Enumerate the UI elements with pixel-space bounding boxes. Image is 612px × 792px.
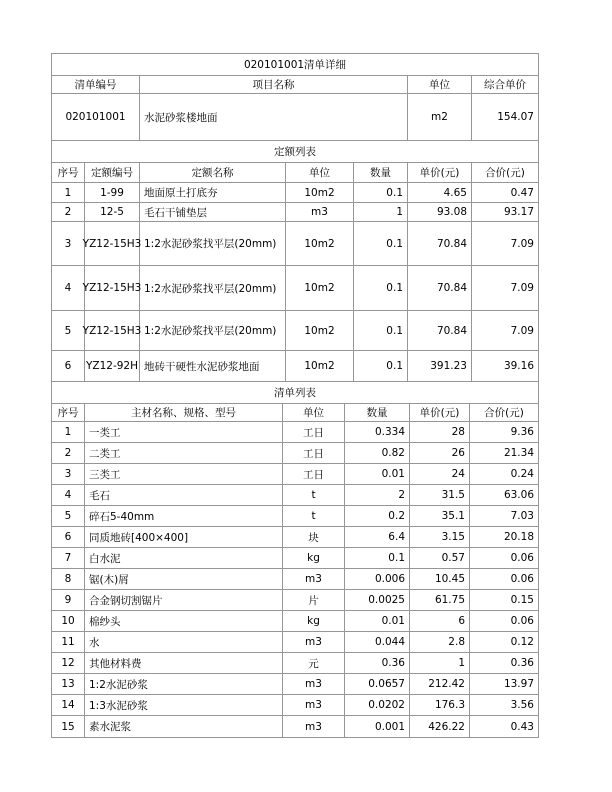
header-quota-unit: 单位	[286, 163, 354, 182]
cell-mat-serial: 2	[52, 443, 85, 463]
cell-mat-name: 素水泥浆	[85, 716, 283, 737]
cell-quota-unit: 10m2	[286, 351, 354, 381]
material-section-title: 清单列表	[274, 387, 316, 399]
cell-mat-price: 3.15	[410, 527, 470, 547]
cell-mat-serial: 1	[52, 422, 85, 442]
material-table-row	[52, 464, 538, 485]
cell-mat-name: 白水泥	[85, 548, 283, 568]
cell-mat-name: 毛石	[85, 485, 283, 505]
cell-quota-code	[85, 183, 140, 202]
cell-quota-price: 391.23	[408, 351, 472, 381]
cell-mat-total: 9.36	[510, 426, 534, 438]
material-rows	[52, 422, 538, 737]
cell-mat-serial: 13	[52, 674, 85, 694]
header-mat-total: 合价(元)	[484, 407, 524, 419]
header-quota-name: 定额名称	[140, 163, 286, 182]
cell-mat-total: 20.18	[503, 531, 534, 543]
cell-quota-unit: 10m2	[286, 183, 354, 202]
cell-mat-qty: 6.4	[345, 527, 410, 547]
cell-mat-name: 二类工	[85, 443, 283, 463]
cell-quota-name	[140, 266, 286, 310]
cell-mat-qty: 0.01	[345, 611, 410, 631]
cell-mat-unit: kg	[283, 611, 345, 631]
cell-mat-qty: 2	[345, 485, 410, 505]
cell-mat-unit: t	[283, 485, 345, 505]
cell-serial: 6	[52, 351, 85, 381]
cell-mat-serial: 12	[52, 653, 85, 673]
material-table-row	[52, 611, 538, 632]
material-table-row	[52, 695, 538, 716]
cell-mat-name: 一类工	[85, 422, 283, 442]
cell-quota-code	[85, 203, 140, 221]
cell-mat-total: 0.43	[510, 720, 534, 733]
cell-mat-serial: 15	[52, 716, 85, 737]
header-mat-qty: 数量	[345, 404, 410, 421]
cell-quota-total: 7.09	[510, 324, 534, 337]
cell-mat-serial: 4	[52, 485, 85, 505]
material-table-row	[52, 632, 538, 653]
cell-mat-total: 0.36	[510, 657, 534, 669]
cell-mat-price: 212.42	[410, 674, 470, 694]
material-header-row	[52, 404, 538, 422]
cell-mat-qty: 0.0202	[345, 695, 410, 715]
cell-mat-qty: 0.2	[345, 506, 410, 526]
cell-mat-name: 1:2水泥砂浆	[85, 674, 283, 694]
cell-quota-unit: 10m2	[286, 222, 354, 265]
material-table-row	[52, 527, 538, 548]
cell-mat-name: 合金钢切割锯片	[85, 590, 283, 610]
material-section-title-row	[52, 382, 538, 404]
cell-mat-name: 水	[85, 632, 283, 652]
cell-quota-total: 7.09	[510, 282, 534, 294]
cell-quota-total: 93.17	[503, 206, 534, 218]
quota-section-title: 定额列表	[274, 146, 316, 158]
cell-quota-code	[85, 351, 140, 381]
table-title-row	[52, 54, 538, 76]
cell-mat-unit: 工日	[283, 422, 345, 442]
cell-quota-price: 70.84	[408, 311, 472, 350]
header-project-name: 项目名称	[140, 76, 408, 93]
cell-serial: 2	[52, 203, 85, 221]
cell-mat-unit: t	[283, 506, 345, 526]
cell-mat-price: 26	[410, 443, 470, 463]
cell-mat-unit: m3	[283, 569, 345, 589]
quota-name-text: 1:2水泥砂浆找平层(20mm)	[144, 325, 277, 337]
cell-mat-price: 28	[410, 422, 470, 442]
cell-quota-unit: 10m2	[286, 311, 354, 350]
cell-quota-qty: 1	[354, 203, 408, 221]
material-table-row	[52, 485, 538, 506]
cell-unit: m2	[408, 94, 472, 140]
cell-mat-price: 426.22	[410, 716, 470, 737]
cell-quota-qty: 0.1	[354, 183, 408, 202]
cell-mat-qty: 0.334	[345, 422, 410, 442]
cell-mat-name: 锯(木)屑	[85, 569, 283, 589]
cell-quota-code	[82, 266, 142, 310]
cell-quota-price: 70.84	[408, 222, 472, 265]
cost-detail-table	[51, 53, 539, 738]
quota-table-row	[52, 351, 538, 382]
cell-mat-name: 其他材料费	[85, 653, 283, 673]
header-comprehensive-price: 综合单价	[484, 79, 526, 91]
cell-mat-unit: m3	[283, 674, 345, 694]
cell-mat-serial: 6	[52, 527, 85, 547]
cell-mat-price: 176.3	[410, 695, 470, 715]
cell-quota-name	[140, 203, 286, 221]
material-table-row	[52, 422, 538, 443]
cell-mat-unit: m3	[283, 632, 345, 652]
cell-quota-name	[140, 351, 286, 381]
cell-mat-unit: m3	[283, 695, 345, 715]
cell-mat-price: 6	[410, 611, 470, 631]
cell-mat-qty: 0.0025	[345, 590, 410, 610]
cell-project-name: 水泥砂浆楼地面	[140, 94, 408, 140]
cell-mat-total: 3.56	[510, 699, 534, 711]
cell-quota-qty: 0.1	[354, 222, 408, 265]
cell-quota-price: 93.08	[408, 203, 472, 221]
cell-mat-price: 35.1	[410, 506, 470, 526]
cell-mat-total: 0.24	[510, 468, 534, 480]
cell-mat-total: 0.15	[510, 594, 534, 606]
quota-name-text: 地砖干硬性水泥砂浆地面	[144, 360, 260, 373]
material-table-row	[52, 716, 538, 737]
cell-mat-name: 棉纱头	[85, 611, 283, 631]
material-table-row	[52, 590, 538, 611]
cell-mat-unit: 工日	[283, 443, 345, 463]
cell-mat-name: 三类工	[85, 464, 283, 484]
material-table-row	[52, 443, 538, 464]
cell-mat-qty: 0.001	[345, 716, 410, 737]
quota-name-text: 地面原土打底夯	[144, 187, 218, 199]
cell-mat-unit: 工日	[283, 464, 345, 484]
material-table-row	[52, 653, 538, 674]
cell-serial: 5	[52, 311, 85, 350]
cell-mat-serial: 5	[52, 506, 85, 526]
cell-mat-total: 0.06	[510, 552, 534, 564]
document-title: 020101001清单详细	[243, 59, 347, 71]
cell-mat-qty: 0.0657	[345, 674, 410, 694]
cell-mat-total: 0.06	[510, 615, 534, 627]
cell-mat-name: 同质地砖[400×400]	[85, 527, 283, 547]
quota-name-text: 1:2水泥砂浆找平层(20mm)	[144, 238, 277, 250]
cell-mat-unit: 片	[283, 590, 345, 610]
cell-mat-qty: 0.044	[345, 632, 410, 652]
cell-mat-serial: 11	[52, 632, 85, 652]
cell-mat-price: 1	[410, 653, 470, 673]
cell-mat-price: 10.45	[410, 569, 470, 589]
cell-mat-name: 碎石5-40mm	[85, 506, 283, 526]
quota-table-row	[52, 266, 538, 311]
cell-mat-qty: 0.36	[345, 653, 410, 673]
cell-mat-serial: 10	[52, 611, 85, 631]
cell-mat-unit: kg	[283, 548, 345, 568]
quota-rows	[52, 183, 538, 382]
quota-code-text: YZ12-15H3	[82, 237, 142, 250]
header-quota-code: 定额编号	[85, 163, 140, 182]
quota-table-row	[52, 311, 538, 351]
quota-code-text: YZ12-92H	[85, 360, 138, 372]
cell-mat-qty: 0.01	[345, 464, 410, 484]
cell-mat-qty: 0.1	[345, 548, 410, 568]
header-list-code: 清单编号	[52, 76, 140, 93]
material-table-row	[52, 674, 538, 695]
cell-mat-total: 21.34	[503, 447, 534, 459]
quota-code-text: YZ12-15H3	[82, 282, 142, 294]
cell-quota-code	[82, 311, 142, 350]
cell-quota-qty: 0.1	[354, 266, 408, 310]
cell-mat-qty: 0.82	[345, 443, 410, 463]
quota-code-text: 12-5	[100, 206, 124, 218]
cell-mat-serial: 8	[52, 569, 85, 589]
summary-data-row	[52, 94, 538, 141]
quota-code-text: 1-99	[100, 186, 124, 199]
header-mat-price: 单价(元)	[410, 404, 470, 421]
cell-mat-serial: 7	[52, 548, 85, 568]
cell-mat-price: 0.57	[410, 548, 470, 568]
cell-comprehensive-price: 154.07	[497, 111, 534, 123]
cell-serial: 1	[52, 183, 85, 202]
cell-mat-serial: 9	[52, 590, 85, 610]
cell-quota-total: 0.47	[510, 186, 534, 199]
quota-header-row	[52, 163, 538, 183]
cell-quota-unit: 10m2	[286, 266, 354, 310]
cell-mat-unit: m3	[283, 716, 345, 737]
cell-mat-total: 13.97	[503, 678, 534, 690]
quota-table-row	[52, 183, 538, 203]
quota-code-text: YZ12-15H3	[82, 324, 142, 337]
material-table-row	[52, 506, 538, 527]
cell-quota-qty: 0.1	[354, 351, 408, 381]
cell-quota-qty: 0.1	[354, 311, 408, 350]
cell-mat-total: 7.03	[510, 510, 534, 522]
cell-mat-price: 61.75	[410, 590, 470, 610]
header-quota-qty: 数量	[354, 163, 408, 182]
cell-mat-price: 24	[410, 464, 470, 484]
cell-quota-name	[140, 311, 286, 350]
quota-section-title-row	[52, 141, 538, 163]
quota-name-text: 毛石干铺垫层	[144, 206, 207, 219]
header-mat-unit: 单位	[283, 404, 345, 421]
header-unit: 单位	[408, 76, 472, 93]
material-table-row	[52, 548, 538, 569]
cell-serial: 4	[52, 266, 85, 310]
header-quota-total: 合价(元)	[485, 167, 525, 179]
header-serial: 序号	[52, 163, 85, 182]
cell-mat-price: 2.8	[410, 632, 470, 652]
cell-mat-total: 63.06	[503, 489, 534, 501]
cell-mat-total: 0.06	[510, 573, 534, 585]
cell-mat-price: 31.5	[410, 485, 470, 505]
header-mat-serial: 序号	[52, 404, 85, 421]
cell-mat-total: 0.12	[510, 636, 534, 648]
cell-quota-unit: m3	[286, 203, 354, 221]
cell-quota-total: 7.09	[510, 237, 534, 250]
summary-header-row	[52, 76, 538, 94]
cell-quota-code	[82, 222, 142, 265]
cell-quota-name	[140, 183, 286, 202]
cell-quota-total: 39.16	[503, 360, 534, 372]
cell-mat-name: 1:3水泥砂浆	[85, 695, 283, 715]
cell-mat-serial: 3	[52, 464, 85, 484]
cell-quota-price: 4.65	[408, 183, 472, 202]
header-mat-name: 主材名称、规格、型号	[85, 404, 283, 421]
cell-list-code: 020101001	[52, 94, 140, 140]
cell-mat-unit: 块	[283, 527, 345, 547]
header-quota-price: 单价(元)	[408, 163, 472, 182]
quota-table-row	[52, 222, 538, 266]
material-table-row	[52, 569, 538, 590]
cell-quota-price: 70.84	[408, 266, 472, 310]
quota-name-text: 1:2水泥砂浆找平层(20mm)	[144, 282, 277, 295]
cell-mat-qty: 0.006	[345, 569, 410, 589]
cell-serial: 3	[52, 222, 85, 265]
quota-table-row	[52, 203, 538, 222]
cell-mat-serial: 14	[52, 695, 85, 715]
cell-quota-name	[140, 222, 286, 265]
cell-mat-unit: 元	[283, 653, 345, 673]
